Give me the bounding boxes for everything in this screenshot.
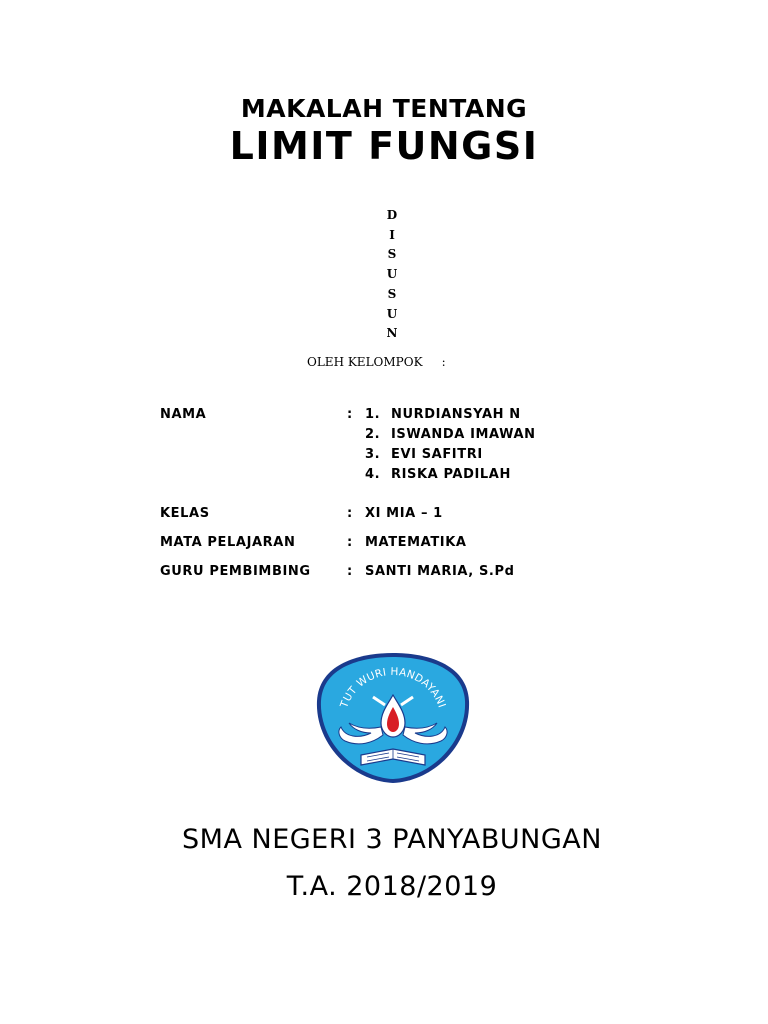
disusun-letter: S (387, 247, 397, 262)
member-name: EVI SAFITRI (391, 447, 483, 462)
guru-label: GURU PEMBIMBING (160, 564, 311, 579)
member-item (365, 427, 536, 442)
member-number: 4. (365, 467, 381, 482)
disusun-letter: U (386, 267, 398, 282)
disusun-letter: D (386, 208, 398, 222)
mapel-colon: : (347, 535, 353, 550)
nama-label: NAMA (160, 407, 207, 422)
nama-colon: : (347, 407, 353, 422)
logo-arc-text: TUT WURI HANDAYANI (338, 665, 448, 710)
disusun-vertical (382, 206, 402, 344)
kelas-colon: : (347, 506, 353, 521)
kelas-value: XI MIA – 1 (365, 506, 443, 521)
kelas-label: KELAS (160, 506, 210, 521)
disusun-letter: N (386, 326, 398, 341)
member-name: ISWANDA IMAWAN (391, 427, 536, 442)
member-item (365, 407, 521, 422)
member-name: RISKA PADILAH (391, 467, 511, 482)
title-line-1: MAKALAH TENTANG (240, 94, 528, 123)
guru-value: SANTI MARIA, S.Pd (365, 564, 515, 579)
mapel-value: MATEMATIKA (365, 535, 467, 550)
disusun-letter: U (386, 306, 398, 321)
guru-colon: : (347, 564, 353, 579)
title-line-2: LIMIT FUNGSI (229, 124, 539, 168)
academic-year: T.A. 2018/2019 (286, 871, 498, 902)
member-item (365, 447, 483, 462)
tut-wuri-handayani-logo (315, 651, 471, 785)
school-name: SMA NEGERI 3 PANYABUNGAN (182, 824, 602, 855)
disusun-letter: S (387, 286, 397, 301)
mapel-label: MATA PELAJARAN (160, 535, 296, 550)
oleh-kelompok: OLEH KELOMPOK : (307, 355, 446, 369)
disusun-letter: I (389, 227, 395, 242)
member-name: NURDIANSYAH N (391, 407, 521, 422)
member-number: 2. (365, 427, 381, 442)
member-number: 3. (365, 447, 381, 462)
member-number: 1. (365, 407, 381, 422)
member-item (365, 467, 511, 482)
